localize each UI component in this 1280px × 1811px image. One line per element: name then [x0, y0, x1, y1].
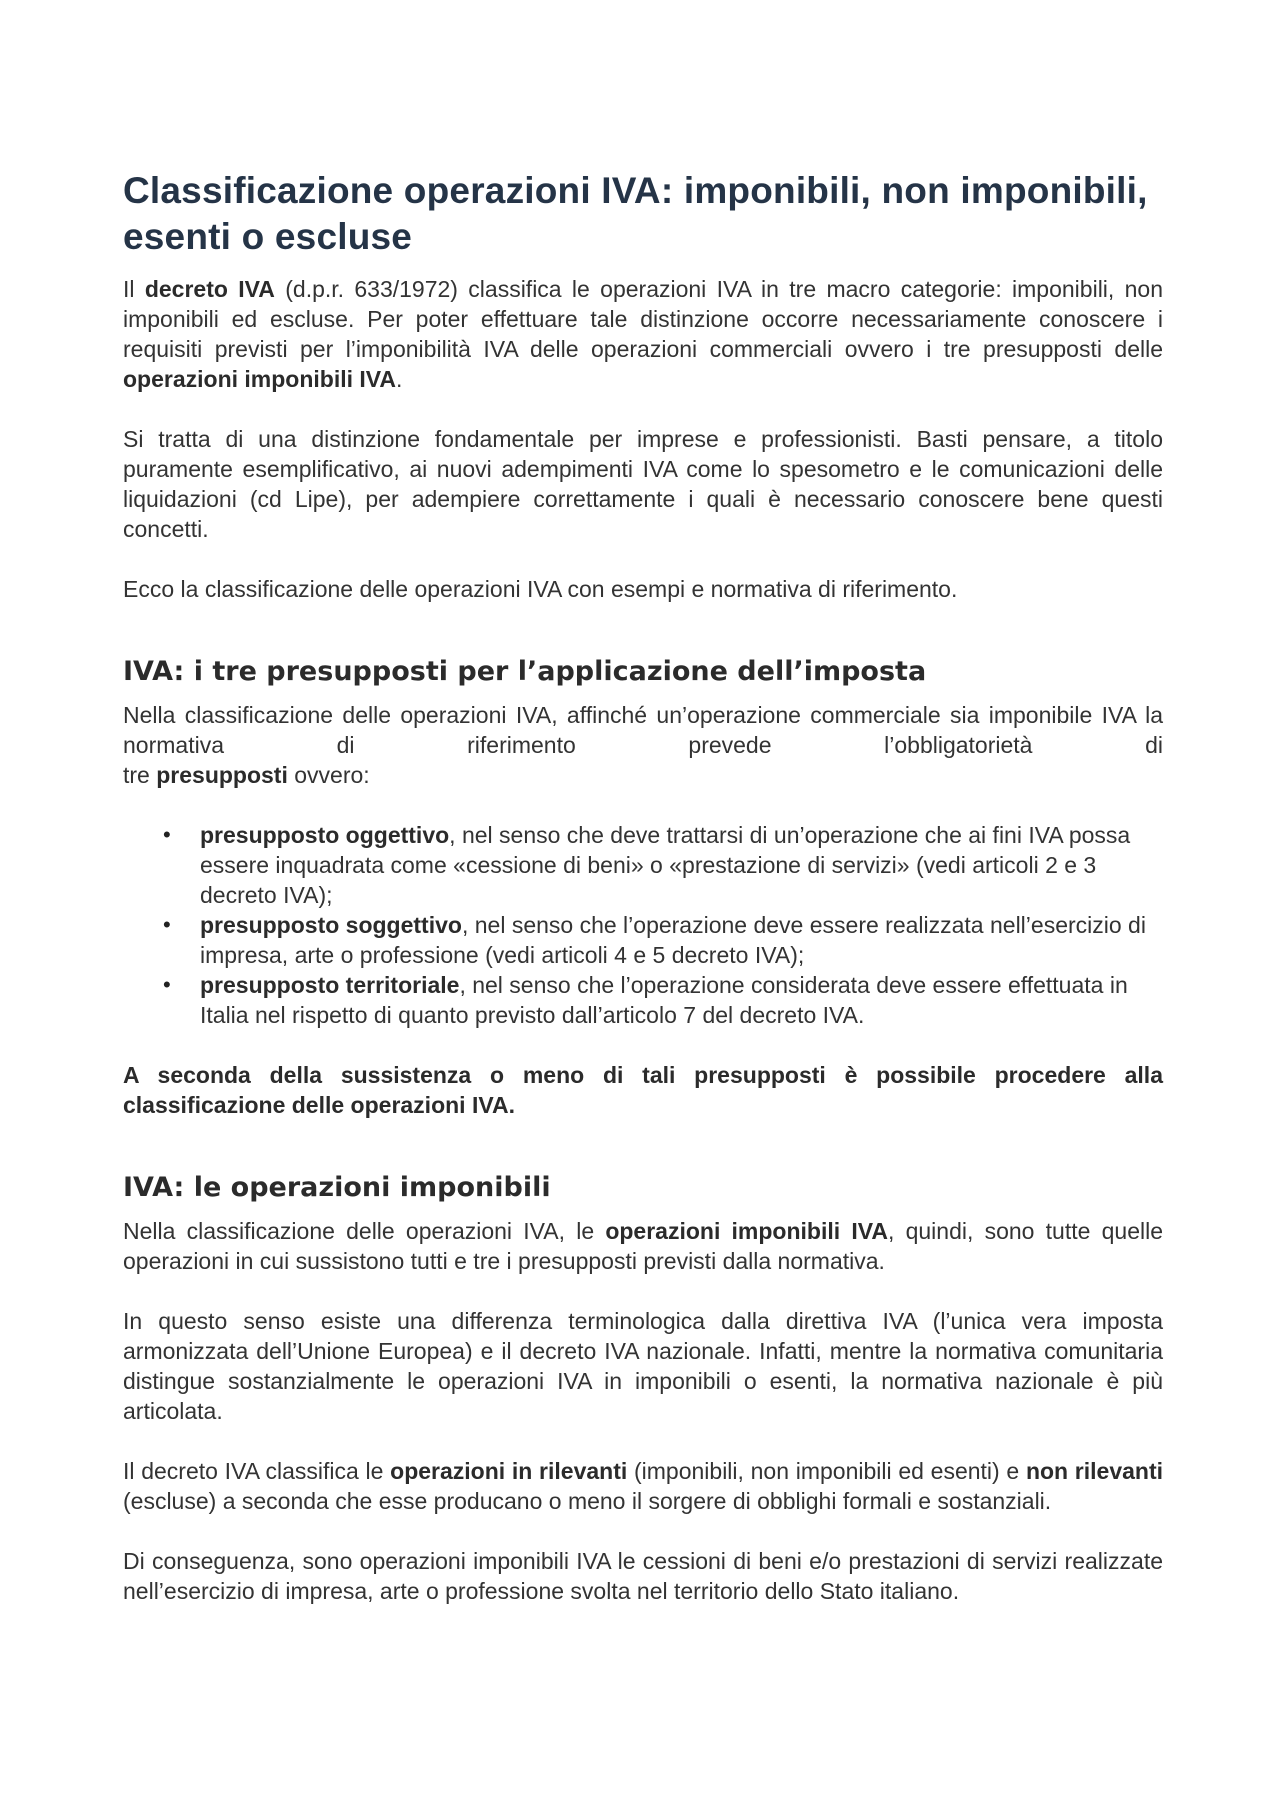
bullet-icon: •: [163, 972, 171, 997]
bullet-icon: •: [163, 912, 171, 937]
list-item: [123, 970, 1163, 1030]
list-item: [123, 910, 1163, 970]
text-run: (escluse) a seconda che esse producano o meno il sorgere di obblighi formali e sostanziali.: [123, 1488, 1052, 1514]
section-heading-imponibili: IVA: le operazioni imponibili: [123, 1172, 551, 1203]
section-heading-presupposti: IVA: i tre presupposti per l’applicazione dell’imposta: [123, 656, 927, 687]
list-item-bold: presupposto oggettivo: [200, 822, 450, 848]
text-run: tre: [123, 762, 157, 788]
presupposti-intro-paragraph: [123, 700, 1163, 790]
list-item-text: , nel senso che l’operazione considerata deve essere effettuata in Italia nel rispetto di quanto previsto dall’articolo 7 del decreto IVA.: [200, 972, 1128, 1028]
imponibili-paragraph-2: In questo senso esiste una differenza terminologica dalla direttiva IVA (l’unica vera imposta armonizzata dell’Unione Europea) e il decreto IVA nazionale. Infatti, mentre la normativa comunitaria distingue sostanzialmente le operazioni IVA in imponibili o esenti, la normativa nazionale è più articolata.: [123, 1308, 1163, 1424]
imponibili-paragraph-3: [123, 1456, 1163, 1516]
list-item: [123, 820, 1163, 910]
text-run: .: [396, 366, 403, 392]
bold-run: decreto IVA: [144, 276, 275, 302]
presupposti-list: [123, 820, 1163, 1030]
bold-run: operazioni imponibili IVA: [605, 1218, 888, 1244]
bold-run: non rilevanti: [1025, 1458, 1164, 1484]
text-run: , quindi, sono tutte quelle operazioni in cui sussistono tutti e tre i presupposti previsti dalla normativa.: [123, 1218, 1164, 1274]
intro-paragraph-2: Si tratta di una distinzione fondamentale per imprese e professionisti. Basti pensare, a titolo puramente esemplificativo, ai nuovi adempimenti IVA come lo spesometro e le comunicazioni delle liquidazioni (cd Lipe), per adempiere correttamente i quali è necessario conoscere bene questi concetti.: [123, 426, 1163, 542]
list-item-bold: presupposto soggettivo: [200, 912, 462, 938]
list-item-bold: presupposto territoriale: [200, 972, 460, 998]
presupposti-intro-line-b: [123, 760, 1163, 790]
section-gap: [123, 1150, 1163, 1170]
presupposti-intro-line-a: Nella classificazione delle operazioni IVA, affinché un’operazione commerciale sia imponibile IVA la normativa di riferimento prevede l’obbligatorietà di: [123, 702, 1163, 758]
section-gap: [123, 634, 1163, 654]
text-run: (imponibili, non imponibili ed esenti) e: [627, 1458, 1026, 1484]
text-run: ovvero:: [287, 762, 370, 788]
page-title: Classificazione operazioni IVA: imponibili, non imponibili, esenti o escluse: [123, 170, 1148, 257]
imponibili-paragraph-1: [123, 1216, 1163, 1276]
intro-paragraph-1: [123, 274, 1163, 394]
list-item-text: , nel senso che deve trattarsi di un’operazione che ai fini IVA possa essere inquadrata come «cessione di beni» o «prestazione di servizi» (vedi articoli 2 e 3 decreto IVA);: [200, 822, 1131, 908]
presupposti-conclusion: A seconda della sussistenza o meno di tali presupposti è possibile procedere alla classificazione delle operazioni IVA.: [123, 1062, 1163, 1118]
bold-run: operazioni in rilevanti: [390, 1458, 628, 1484]
bold-run: presupposti: [156, 762, 288, 788]
bold-run: operazioni imponibili IVA: [123, 366, 397, 392]
list-item-text: , nel senso che l’operazione deve essere realizzata nell’esercizio di impresa, arte o professione (vedi articoli 4 e 5 decreto IVA);: [200, 912, 1146, 968]
text-run: (d.p.r. 633/1972) classifica le operazioni IVA in tre macro categorie: imponibili, non imponibili ed escluse. Per poter effettuare tale distinzione occorre necessariamente conoscere i requisiti previsti per l’imponibilità IVA delle operazioni commerciali ovvero i tre presupposti delle: [123, 276, 1164, 362]
text-run: Nella classificazione delle operazioni IVA, le: [123, 1218, 606, 1244]
document-page: [123, 168, 1163, 1636]
bullet-icon: •: [163, 822, 171, 847]
text-run: Il decreto IVA classifica le: [123, 1458, 391, 1484]
imponibili-paragraph-4: Di conseguenza, sono operazioni imponibili IVA le cessioni di beni e/o prestazioni di servizi realizzate nell’esercizio di impresa, arte o professione svolta nel territorio dello Stato italiano.: [123, 1548, 1163, 1604]
intro-paragraph-3: Ecco la classificazione delle operazioni IVA con esempi e normativa di riferimento.: [123, 576, 958, 602]
text-run: Il: [123, 276, 145, 302]
